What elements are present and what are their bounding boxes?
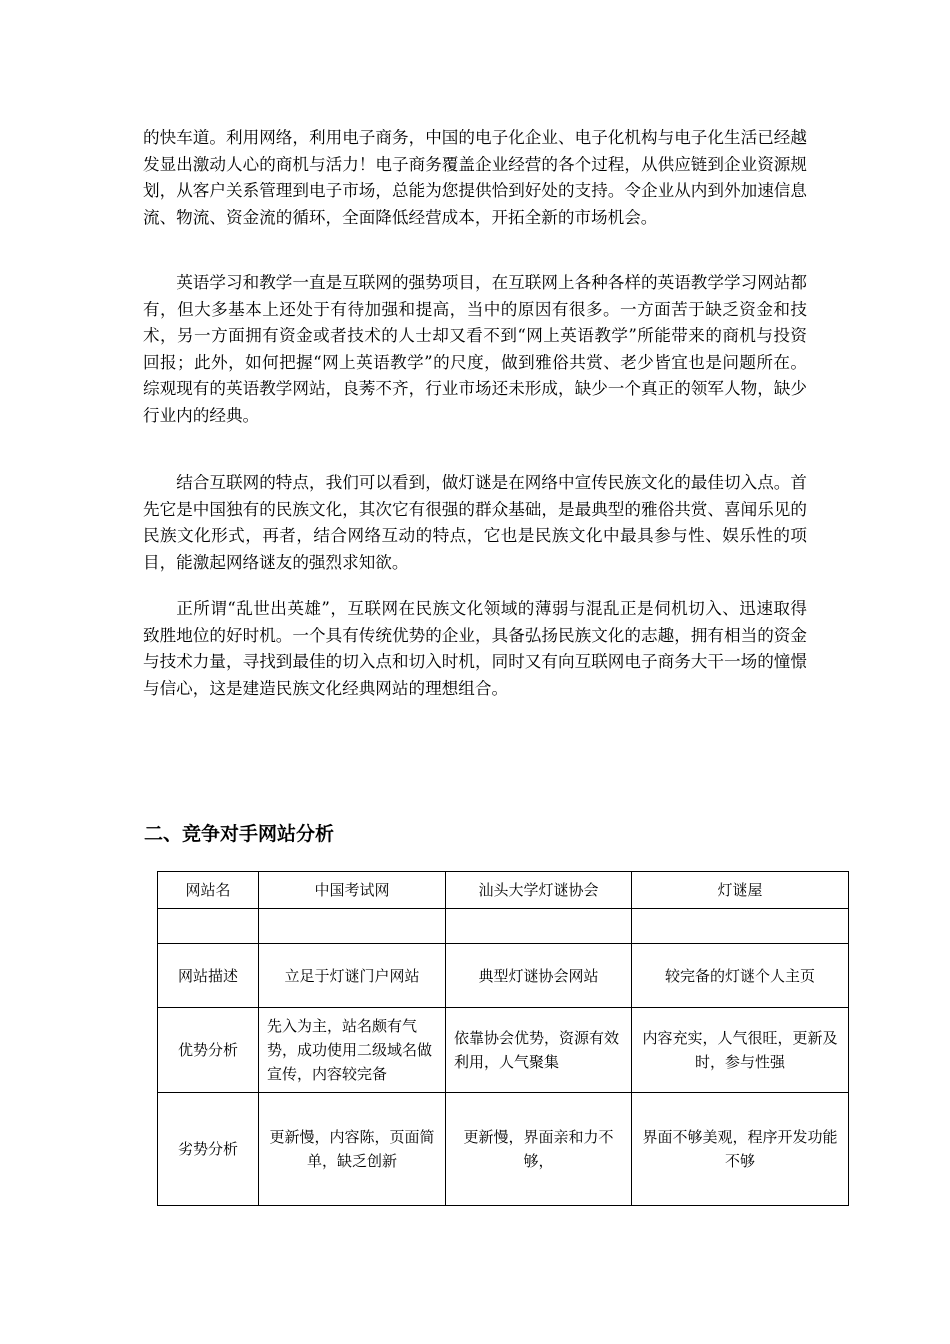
- cell-disadvantages-site-2: 更新慢，界面亲和力不够，: [446, 1093, 632, 1206]
- empty-cell: [632, 909, 849, 944]
- table-empty-row: [158, 909, 849, 944]
- cell-advantages-site-2: 依靠协会优势，资源有效利用，人气聚集: [446, 1008, 632, 1093]
- header-cell-site-1: 中国考试网: [259, 872, 446, 909]
- competitor-table: [157, 871, 849, 1206]
- cell-description-site-3: 较完备的灯谜个人主页: [632, 944, 849, 1008]
- table-row-advantages: [158, 1008, 849, 1093]
- cell-disadvantages-site-1: 更新慢，内容陈，页面简单，缺乏创新: [259, 1093, 446, 1206]
- header-cell-site-2: 汕头大学灯谜协会: [446, 872, 632, 909]
- cell-description-site-1: 立足于灯谜门户网站: [259, 944, 446, 1008]
- empty-cell: [446, 909, 632, 944]
- table-header-row: [158, 872, 849, 909]
- empty-cell: [259, 909, 446, 944]
- cell-disadvantages-site-3: 界面不够美观，程序开发功能不够: [632, 1093, 849, 1206]
- row-label-advantages: 优势分析: [158, 1008, 259, 1093]
- cell-description-site-2: 典型灯谜协会网站: [446, 944, 632, 1008]
- header-cell-site-3: 灯谜屋: [632, 872, 849, 909]
- paragraph-opportunity: 正所谓“乱世出英雄”，互联网在民族文化领域的薄弱与混乱正是伺机切入、迅速取得致胜地位的好时机。一个具有传统优势的企业，具备弘扬民族文化的志趣，拥有相当的资金与技术力量，寻找到最佳的切入点和切入时机，同时又有向互联网电子商务大干一场的憧憬与信心，这是建造民族文化经典网站的理想组合。: [143, 599, 807, 698]
- table-row-description: [158, 944, 849, 1008]
- cell-advantages-site-1: 先入为主，站名颇有气势，成功使用二级域名做宣传，内容较完备: [259, 1008, 446, 1093]
- empty-cell: [158, 909, 259, 944]
- row-label-description: 网站描述: [158, 944, 259, 1008]
- table-row-disadvantages: [158, 1093, 849, 1206]
- header-cell-site-name: 网站名: [158, 872, 259, 909]
- cell-advantages-site-3: 内容充实，人气很旺，更新及时，参与性强: [632, 1008, 849, 1093]
- paragraph-ecommerce: 的快车道。利用网络，利用电子商务，中国的电子化企业、电子化机构与电子化生活已经越发显出激动人心的商机与活力！电子商务覆盖企业经营的各个过程，从供应链到企业资源规划，从客户关系管理到电子市场，总能为您提供恰到好处的支持。令企业从内到外加速信息流、物流、资金流的循环，全面降低经营成本，开拓全新的市场机会。: [143, 128, 807, 227]
- row-label-disadvantages: 劣势分析: [158, 1093, 259, 1206]
- section-title-competitor-analysis: 二、竞争对手网站分析: [144, 823, 335, 845]
- paragraph-lantern-riddles: 结合互联网的特点，我们可以看到，做灯谜是在网络中宣传民族文化的最佳切入点。首先它是中国独有的民族文化，其次它有很强的群众基础，是最典型的雅俗共赏、喜闻乐见的民族文化形式，再者，结合网络互动的特点，它也是民族文化中最具参与性、娱乐性的项目，能激起网络谜友的强烈求知欲。: [143, 473, 807, 572]
- paragraph-english-teaching: 英语学习和教学一直是互联网的强势项目，在互联网上各种各样的英语教学学习网站都有，但大多基本上还处于有待加强和提高，当中的原因有很多。一方面苦于缺乏资金和技术，另一方面拥有资金或者技术的人士却又看不到“网上英语教学”所能带来的商机与投资回报；此外，如何把握“网上英语教学”的尺度，做到雅俗共赏、老少皆宜也是问题所在。综观现有的英语教学网站，良莠不齐，行业市场还未形成，缺少一个真正的领军人物，缺少行业内的经典。: [143, 273, 807, 425]
